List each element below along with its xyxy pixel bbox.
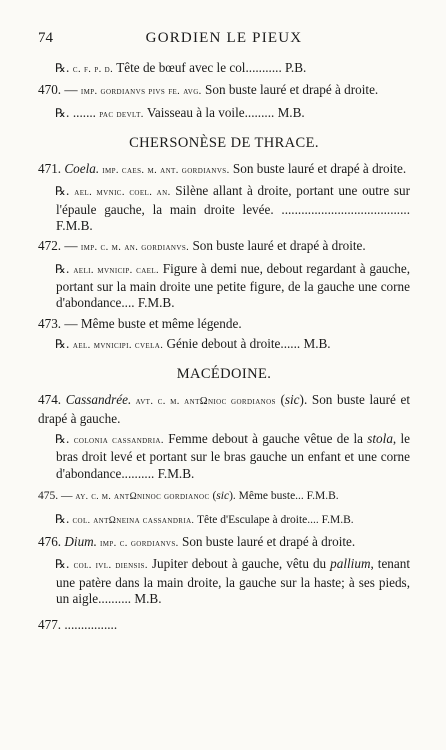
description: Son buste lauré et drapé à droite. bbox=[189, 238, 366, 254]
description: Silène allant à droite, portant une outre sur l'épaule gauche, la main droite levée. ....................................... F.M.B. bbox=[56, 183, 410, 234]
description: Figure à demi nue, debout regardant à gauche, portant sur la main droite une petite figure, de la gauche une corne d'abondance.... F.M.B. bbox=[56, 260, 410, 311]
description: Son buste lauré et drapé à droite. bbox=[229, 161, 407, 177]
entry-number: 476. bbox=[38, 533, 62, 549]
reverse-line bbox=[38, 556, 410, 607]
section-heading: CHERSONÈSE DE THRACE. bbox=[129, 134, 319, 151]
catalogue-entry bbox=[38, 316, 410, 332]
entry-number: 477. bbox=[38, 617, 62, 633]
city-name: Cassandrée. bbox=[61, 392, 132, 408]
description: Jupiter debout à gauche, vêtu du bbox=[147, 556, 331, 572]
catalogue-body bbox=[38, 60, 410, 633]
legend: ael. mvnic. coel. an. bbox=[74, 187, 171, 199]
city-name: Coela. bbox=[61, 161, 100, 177]
entry-number: 471. bbox=[38, 161, 62, 177]
entry-number: 473. bbox=[38, 315, 62, 331]
dash: — bbox=[58, 489, 76, 502]
description: ................ bbox=[61, 617, 118, 633]
description: , tenant une patère dans la main droite, la gauche sur la haste; à ses pieds, un aigle.......... M.B. bbox=[56, 556, 411, 606]
garment-term: pallium bbox=[330, 556, 371, 572]
description: Son buste lauré et drapé à droite. bbox=[201, 82, 379, 98]
description: Son buste lauré et drapé à droite. bbox=[178, 533, 356, 549]
paren: ( bbox=[275, 392, 285, 408]
section-heading: MACÉDOINE. bbox=[176, 366, 272, 383]
sic-note: sic bbox=[284, 392, 300, 408]
legend: avt. c. m. antΩnioc gordianos bbox=[131, 396, 276, 408]
recipe-symbol: ℞. bbox=[55, 61, 70, 75]
legend: colonia cassandria. bbox=[73, 435, 164, 447]
entry-number: 470. bbox=[38, 82, 62, 98]
recipe-symbol: ℞. bbox=[55, 105, 70, 120]
entry-number: 475. bbox=[38, 489, 59, 502]
dash: — bbox=[61, 82, 81, 98]
catalogue-entry bbox=[38, 489, 410, 506]
recipe-symbol: ℞. bbox=[55, 512, 70, 527]
catalogue-entry bbox=[38, 617, 410, 633]
ellipsis: ....... bbox=[69, 104, 100, 120]
reverse-line bbox=[38, 60, 410, 78]
description: — Même buste et même légende. bbox=[61, 315, 242, 331]
recipe-symbol: ℞. bbox=[55, 557, 70, 572]
reverse-line bbox=[38, 512, 410, 530]
entry-number: 472. bbox=[38, 238, 62, 254]
legend: ay. c. m. antΩninoc gordianoc bbox=[75, 491, 210, 502]
legend: imp. c. m. an. gordianvs. bbox=[80, 242, 190, 254]
recipe-symbol: ℞. bbox=[55, 261, 70, 276]
legend: imp. caes. m. ant. gordianvs. bbox=[99, 165, 230, 177]
legend: c. f. p. d. bbox=[72, 64, 114, 75]
reverse-line bbox=[38, 183, 410, 234]
city-name: Dium. bbox=[61, 533, 97, 549]
legend: col. ivl. diensis. bbox=[73, 560, 148, 572]
description: Vaisseau à la voile......... M.B. bbox=[143, 104, 305, 120]
description: Génie debout à droite...... M.B. bbox=[163, 335, 331, 351]
entry-number: 474. bbox=[38, 392, 62, 408]
page-number: 74 bbox=[38, 30, 53, 46]
reverse-line bbox=[38, 105, 410, 123]
dash: — bbox=[61, 238, 81, 254]
catalogue-entry bbox=[38, 161, 410, 179]
page-header bbox=[38, 30, 410, 50]
reverse-line bbox=[38, 336, 410, 354]
catalogue-entry bbox=[38, 238, 410, 256]
garment-term: stola bbox=[367, 431, 393, 447]
legend: imp. c. gordianvs. bbox=[96, 537, 179, 549]
description: , le bras droit levé et portant sur le bras gauche un enfant et une corne d'abondance.......... F.M.B. bbox=[56, 431, 411, 481]
legend: col. antΩnεina cassandria. bbox=[72, 516, 195, 527]
description: ). Même buste... F.M.B. bbox=[229, 489, 339, 502]
catalogue-entry bbox=[38, 392, 410, 427]
description: Tête d'Esculape à droite.... F.M.B. bbox=[194, 514, 354, 527]
description: ). Son buste lauré et drapé à gauche. bbox=[38, 392, 410, 426]
description: Femme debout à gauche vêtue de la bbox=[163, 431, 368, 447]
reverse-line bbox=[38, 431, 410, 482]
catalogue-entry bbox=[38, 82, 410, 100]
paren: ( bbox=[209, 489, 217, 502]
catalogue-entry bbox=[38, 534, 410, 552]
reverse-line bbox=[38, 261, 410, 312]
recipe-symbol: ℞. bbox=[55, 184, 70, 199]
description: Tête de bœuf avec le col........... P.B. bbox=[113, 60, 307, 75]
legend: ael. mvnicipi. cvela. bbox=[72, 339, 164, 351]
recipe-symbol: ℞. bbox=[55, 336, 70, 351]
running-title: GORDIEN LE PIEUX bbox=[145, 30, 303, 46]
legend: aeli. mvnicip. cael. bbox=[73, 264, 160, 276]
sic-note: sic bbox=[216, 489, 230, 502]
recipe-symbol: ℞. bbox=[55, 432, 70, 447]
legend: imp. gordianvs pivs fe. avg. bbox=[80, 86, 202, 98]
legend: pac devlt. bbox=[99, 108, 144, 120]
